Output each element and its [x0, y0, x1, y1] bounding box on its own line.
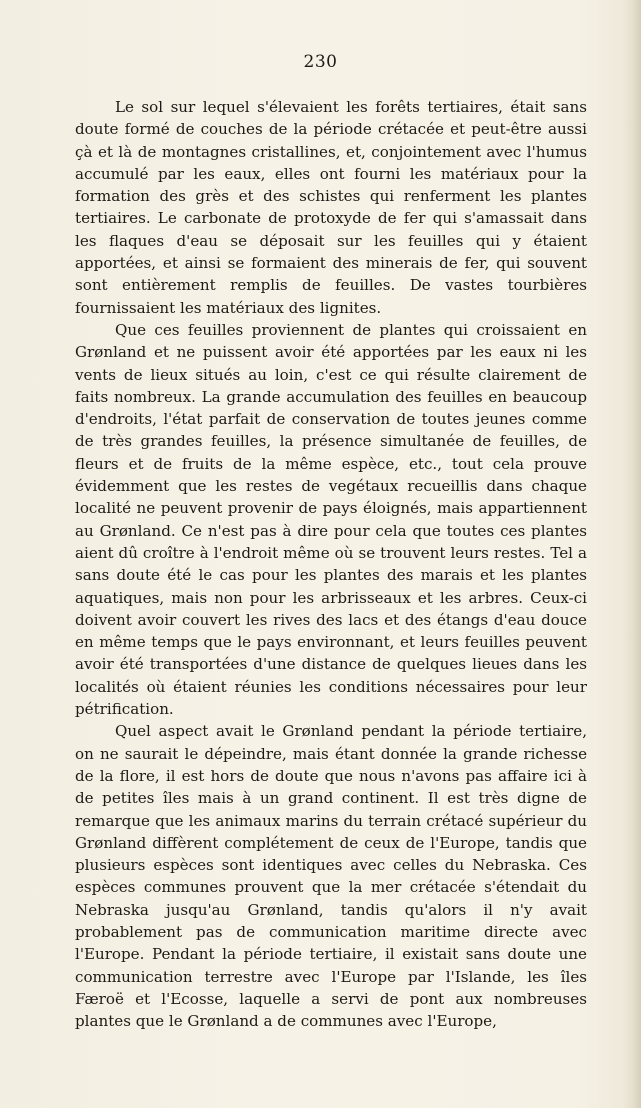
page-edge-shadow: [623, 0, 641, 1108]
page-number: 230: [303, 52, 338, 72]
paragraph-3: Quel aspect avait le Grønland pendant la période tertiaire, on ne saurait le dépeindre, mais étant donnée la grande richesse de la flore, il est hors de doute que nous n'avons pas affaire ici à de petites îles mais à un grand continent. Il est très digne de remarque que les animaux marins du terrain crétacé supérieur du Grønland diffèrent complétement de ceux de l'Europe, tandis que plusieurs espèces sont identiques avec celles du Nebraska. Ces espèces communes prouvent que la mer crétacée s'étendait du Nebraska jusqu'au Grønland, tandis qu'alors il n'y avait probablement pas de communication maritime directe avec l'Europe. Pendant la période tertiaire, il existait sans doute une communication terrestre avec l'Europe par l'Islande, les îles Færoë et l'Ecosse, laquelle a servi de pont aux nombreuses plantes que le Grønland a de communes avec l'Europe,: [75, 722, 587, 1031]
body-text: [75, 96, 587, 1032]
paragraph-2: Que ces feuilles proviennent de plantes qui croissaient en Grønland et ne puissent avoir été apportées par les eaux ni les vents de lieux situés au loin, c'est ce qui résulte clairement de faits nombreux. La grande accumulation des feuilles en beaucoup d'endroits, l'état parfait de conservation de toutes jeunes comme de très grandes feuilles, la présence simultanée de feuilles, de fleurs et de fruits de la même espèce, etc., tout cela prouve évidemment que les restes de vegétaux recueillis dans chaque localité ne peuvent provenir de pays éloignés, mais appartiennent au Grønland. Ce n'est pas à dire pour cela que toutes ces plantes aient dû croître à l'endroit même où se trouvent leurs restes. Tel a sans doute été le cas pour les plantes des marais et les plantes aquatiques, mais non pour les arbrisseaux et les arbres. Ceux-ci doivent avoir couvert les rives des lacs et des étangs d'eau douce en même temps que le pays environnant, et leurs feuilles peuvent avoir été transportées d'une distance de quelques lieues dans les localités où étaient réunies les conditions nécessaires pour leur pétrification.: [75, 320, 587, 719]
paragraph-1: Le sol sur lequel s'élevaient les forêts tertiaires, était sans doute formé de couches de la période crétacée et peut-être aussi çà et là de montagnes cristallines, et, conjointement avec l'humus accumulé par les eaux, elles ont fourni les matériaux pour la formation des grès et des schistes qui renferment les plantes tertiaires. Le carbonate de protoxyde de fer qui s'amassait dans les flaques d'eau se déposait sur les feuilles qui y étaient apportées, et ainsi se formaient des minerais de fer, qui souvent sont entièrement remplis de feuilles. De vastes tourbières fournissaient les matériaux des lignites.: [75, 98, 587, 317]
